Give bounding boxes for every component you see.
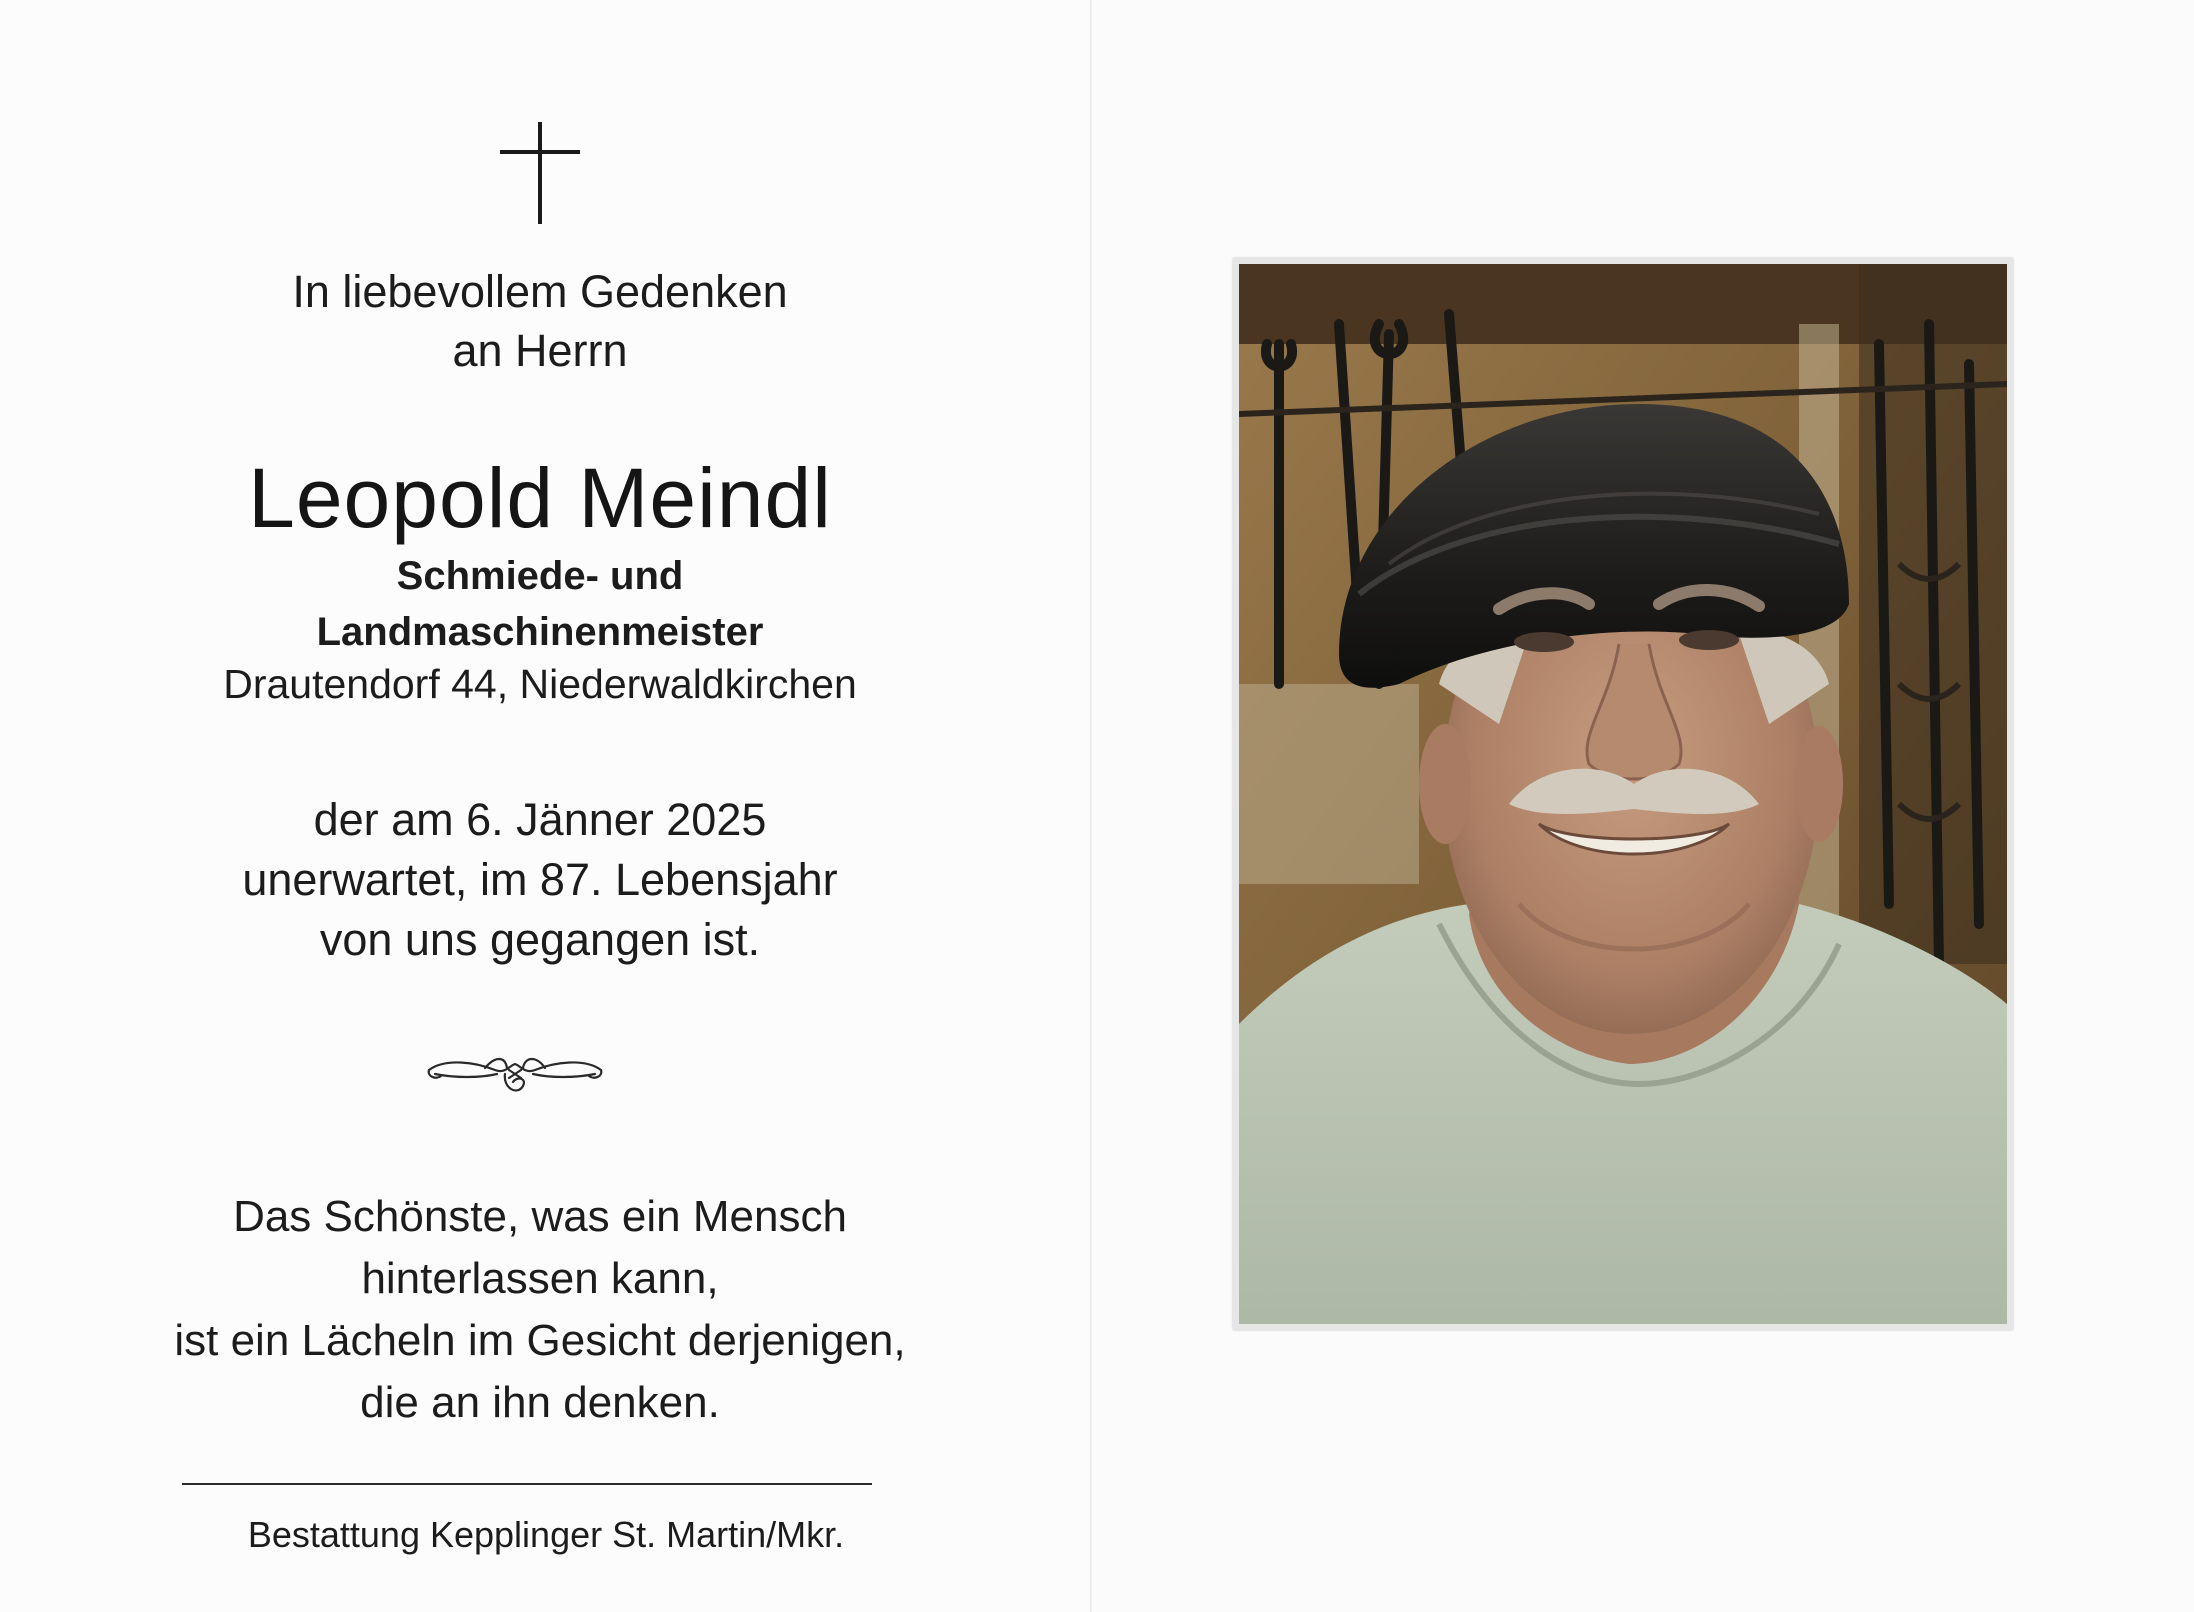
intro-line: an Herrn <box>452 325 628 376</box>
undertaker-credit: Bestattung Kepplinger St. Martin/Mkr. <box>247 1514 845 1555</box>
death-line: der am 6. Jänner 2025 <box>313 794 767 845</box>
deceased-name: Leopold Meindl <box>248 451 832 545</box>
death-notice <box>0 790 1080 970</box>
profession <box>0 548 1080 660</box>
card-text-panel <box>0 0 1090 1612</box>
profession-line: Schmiede- und <box>396 554 684 598</box>
cross-icon <box>498 120 582 226</box>
death-line: unerwartet, im 87. Lebensjahr <box>242 854 838 905</box>
memorial-quote <box>0 1186 1080 1434</box>
portrait-photo <box>1239 264 2007 1324</box>
photo-frame <box>1233 258 2013 1330</box>
quote-line: hinterlassen kann, <box>361 1254 719 1303</box>
divider-line <box>182 1483 872 1485</box>
quote-line: die an ihn denken. <box>360 1378 720 1427</box>
address: Drautendorf 44, Niederwaldkirchen <box>223 661 857 707</box>
profession-line: Landmaschinenmeister <box>316 610 764 654</box>
flourish-ornament-icon <box>425 1048 605 1104</box>
intro-text <box>0 262 1080 380</box>
quote-line: Das Schönste, was ein Mensch <box>233 1192 847 1241</box>
intro-line: In liebevollem Gedenken <box>292 266 788 317</box>
death-line: von uns gegangen ist. <box>319 914 761 965</box>
portrait-illustration <box>1239 264 2007 1324</box>
quote-line: ist ein Lächeln im Gesicht derjenigen, <box>174 1316 906 1365</box>
